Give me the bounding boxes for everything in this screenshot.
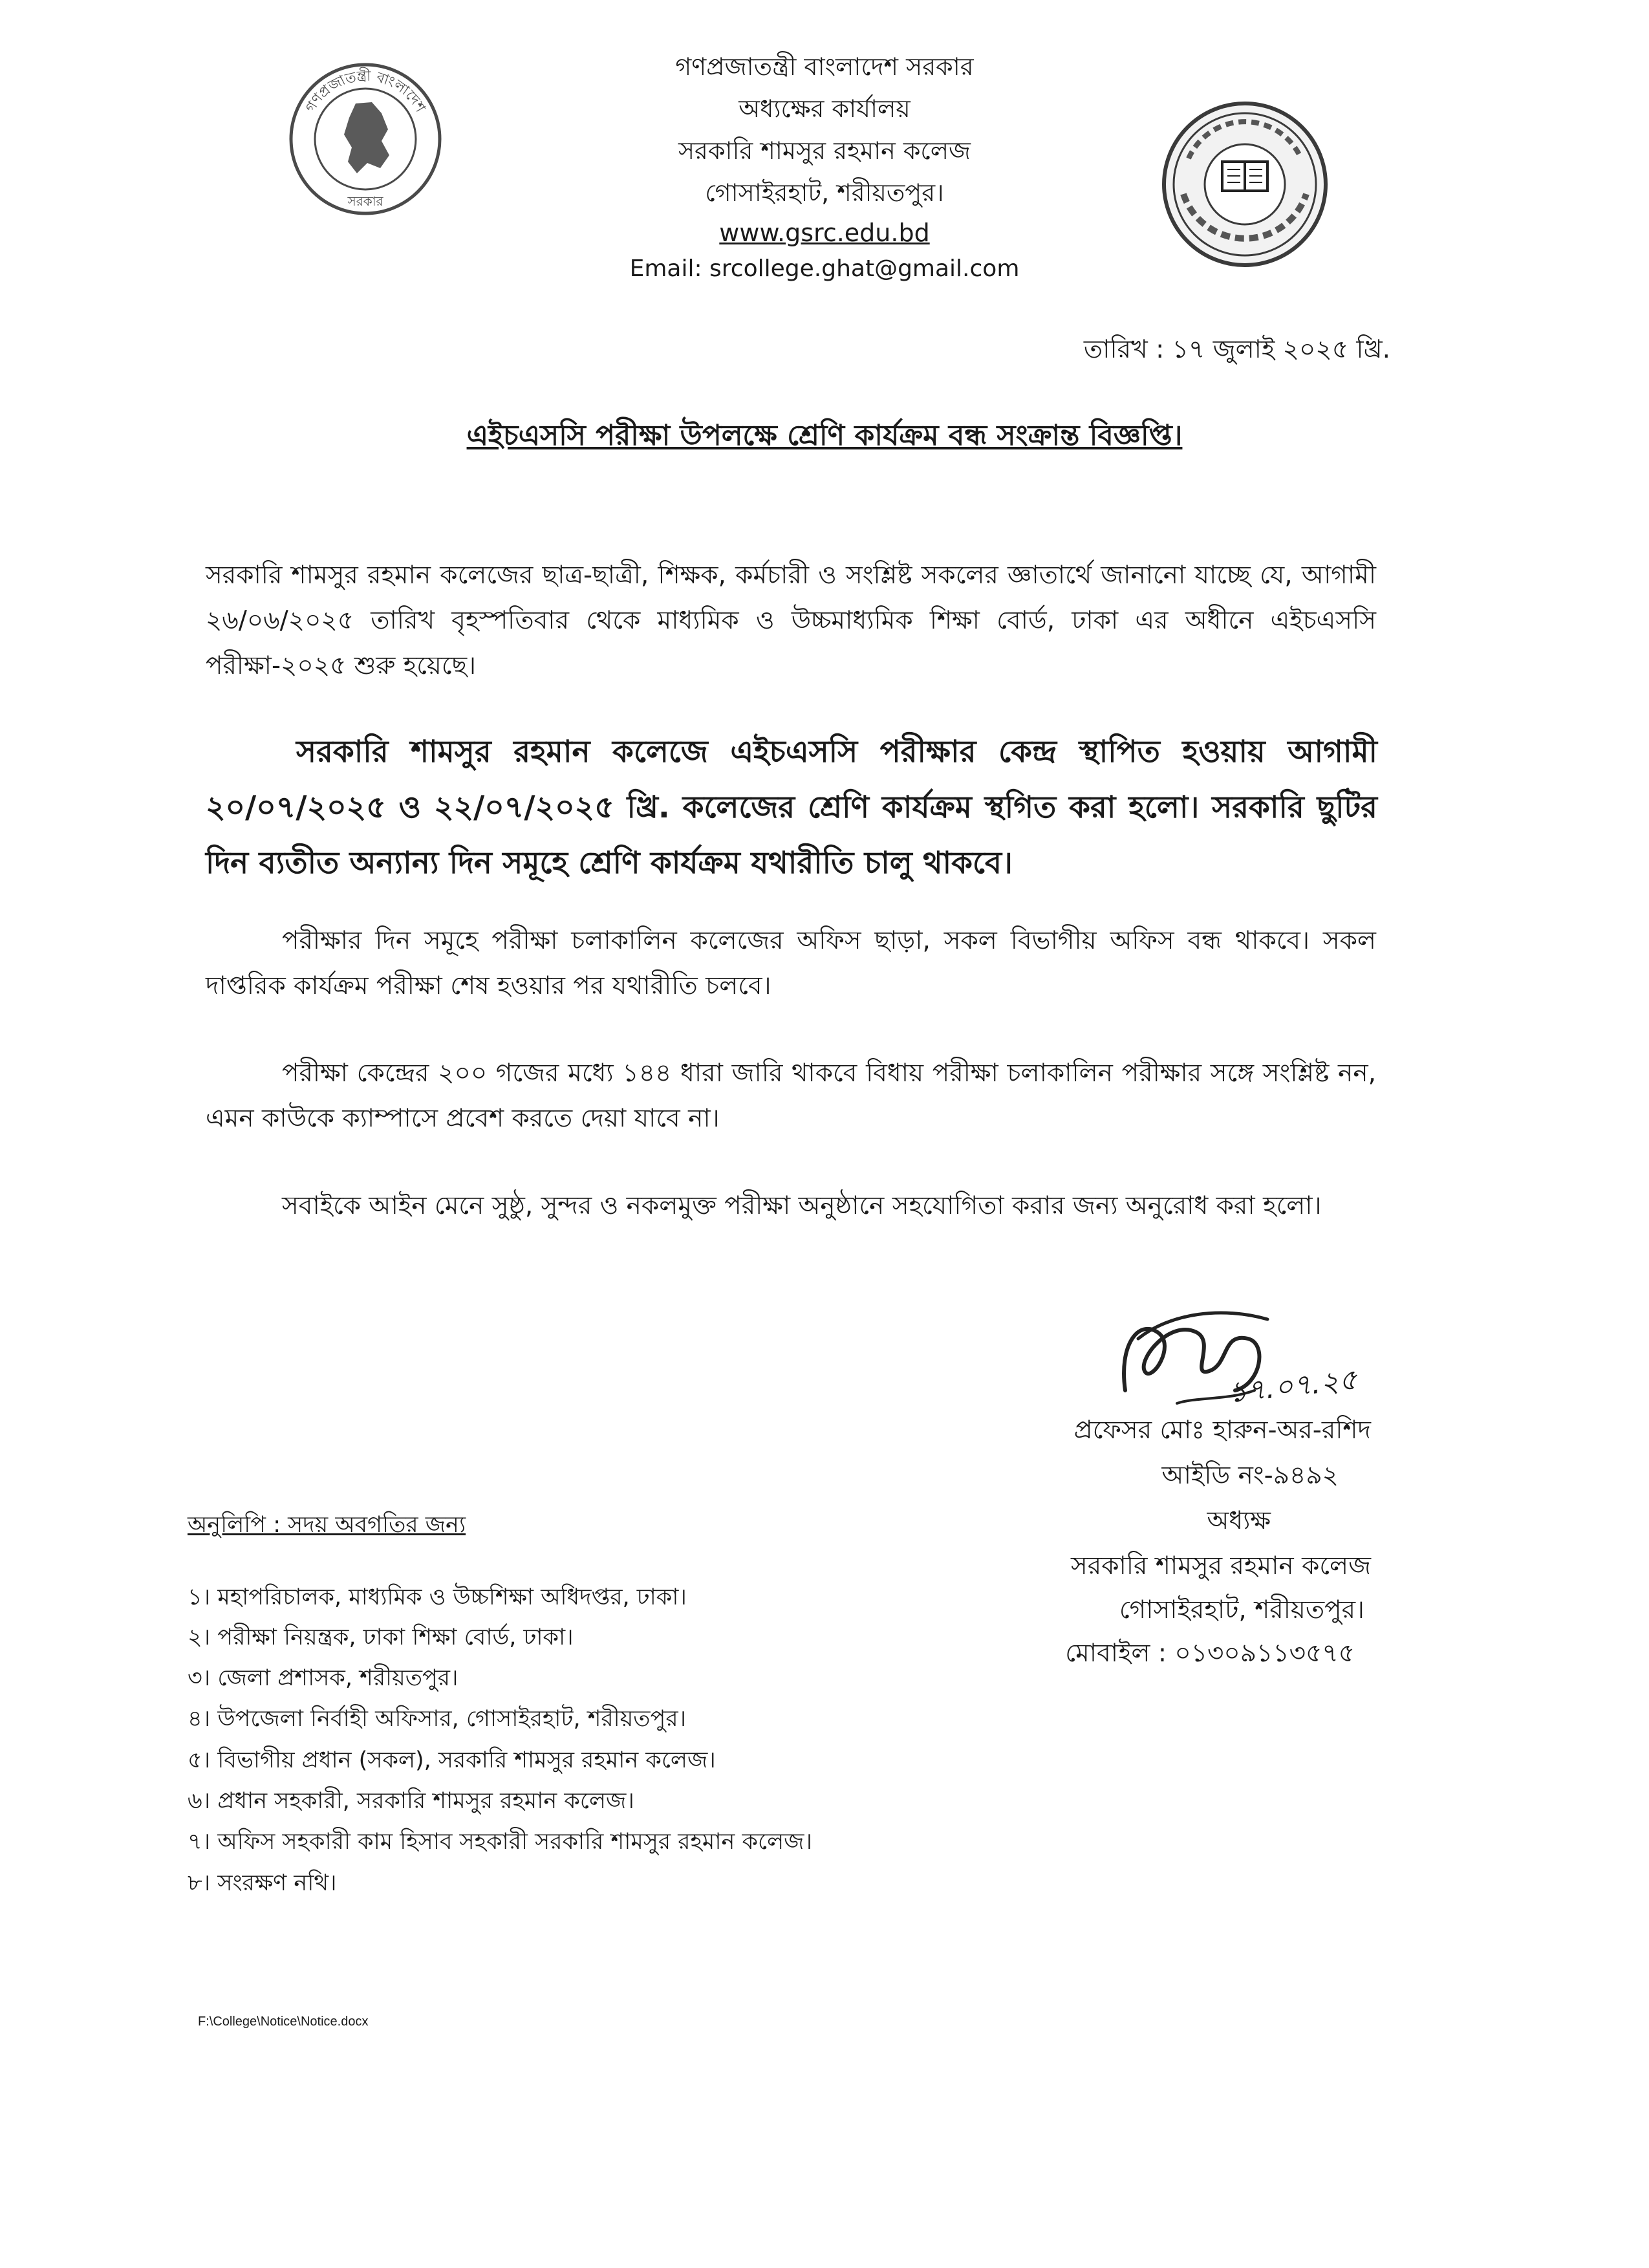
cc-title: অনুলিপি : সদয় অবগতির জন্য: [188, 1512, 466, 1538]
body-paragraph-4: পরীক্ষা কেন্দ্রের ২০০ গজের মধ্যে ১৪৪ ধারা জারি থাকবে বিধায় পরীক্ষা চলাকালিন পরীক্ষার সঙ্গে সংশ্লিষ্ট নন, এমন কাউকে ক্যাম্পাসে প্রবেশ করতে দেয়া যাবে না।: [206, 1059, 1376, 1133]
header-office: অধ্যক্ষের কার্যালয়: [738, 94, 911, 123]
header-location: গোসাইরহাট, শরীয়তপুর।: [705, 178, 944, 207]
cc-list-item: ৫। বিভাগীয় প্রধান (সকল), সরকারি শামসুর রহমান কলেজ।: [188, 1747, 716, 1773]
cc-list-item: ৭। অফিস সহকারী কাম হিসাব সহকারী সরকারি শামসুর রহমান কলেজ।: [188, 1829, 812, 1855]
svg-text:সরকার: সরকার: [347, 193, 383, 209]
signatory-id: আইডি নং-৯৪৯২: [1161, 1461, 1339, 1490]
svg-text:গণপ্রজাতন্ত্রী বাংলাদেশ: গণপ্রজাতন্ত্রী বাংলাদেশ: [302, 68, 429, 116]
signatory-designation: অধ্যক্ষ: [1207, 1506, 1271, 1535]
cc-list-item: ৮। সংরক্ষণ নথি।: [188, 1870, 337, 1896]
body-paragraph-5: সবাইকে আইন মেনে সুষ্ঠু, সুন্দর ও নকলমুক্ত পরীক্ষা অনুষ্ঠানে সহযোগিতা করার জন্য অনুরোধ করা হলো।: [282, 1191, 1322, 1220]
body-paragraph-3: পরীক্ষার দিন সমূহে পরীক্ষা চলাকালিন কলেজের অফিস ছাড়া, সকল বিভাগীয় অফিস বন্ধ থাকবে। সকল দাপ্তরিক কার্যক্রম পরীক্ষা শেষ হওয়ার পর যথারীতি চলবে।: [206, 926, 1376, 1000]
footer-filepath: F:\College\Notice\Notice.docx: [198, 2014, 369, 2029]
header-email: Email: srcollege.ghat@gmail.com: [629, 255, 1020, 282]
college-book-seal-icon: [1158, 97, 1332, 272]
handwritten-signature-date: ১৭.০৭.২৫: [1227, 1363, 1359, 1410]
body-paragraph-1: সরকারি শামসুর রহমান কলেজের ছাত্র-ছাত্রী, শিক্ষক, কর্মচারী ও সংশ্লিষ্ট সকলের জ্ঞাতার্থে জানানো যাচ্ছে যে, আগামী ২৬/০৬/২০২৫ তারিখ বৃহস্পতিবার থেকে মাধ্যমিক ও উচ্চমাধ্যমিক শিক্ষা বোর্ড, ঢাকা এর অধীনে এইচএসসি পরীক্ষা-২০২৫ শুরু হয়েছে।: [206, 561, 1376, 680]
header-website-link[interactable]: www.gsrc.edu.bd: [719, 219, 930, 247]
header-government: গণপ্রজাতন্ত্রী বাংলাদেশ সরকার: [675, 52, 974, 81]
notice-subject: এইচএসসি পরীক্ষা উপলক্ষে শ্রেণি কার্যক্রম বন্ধ সংক্রান্ত বিজ্ঞপ্তি।: [466, 419, 1183, 452]
cc-list-item: ৪। উপজেলা নির্বাহী অফিসার, গোসাইরহাট, শরীয়তপুর।: [188, 1706, 687, 1732]
body-paragraph-2-bold: সরকারি শামসুর রহমান কলেজে এইচএসসি পরীক্ষার কেন্দ্র স্থাপিত হওয়ায় আগামী ২০/০৭/২০২৫ ও ২২/০৭/২০২৫ খ্রি. কলেজের শ্রেণি কার্যক্রম স্থগিত করা হলো। সরকারি ছুটির দিন ব্যতীত অন্যান্য দিন সমূহে শ্রেণি কার্যক্রম যথারীতি চালু থাকবে।: [206, 734, 1377, 881]
signatory-college: সরকারি শামসুর রহমান কলেজ: [1071, 1551, 1371, 1581]
bangladesh-government-seal-icon: [285, 58, 446, 220]
cc-list-item: ৩। জেলা প্রশাসক, শরীয়তপুর।: [188, 1665, 458, 1691]
notice-date: তারিখ : ১৭ জুলাই ২০২৫ খ্রি.: [1083, 335, 1390, 364]
cc-list-item: ২। পরীক্ষা নিয়ন্ত্রক, ঢাকা শিক্ষা বোর্ড, ঢাকা।: [188, 1625, 574, 1650]
cc-list-item: ৬। প্রধান সহকারী, সরকারি শামসুর রহমান কলেজ।: [188, 1788, 634, 1814]
signatory-location: গোসাইরহাট, শরীয়তপুর।: [1119, 1595, 1364, 1625]
signatory-name: প্রফেসর মোঃ হারুন-অর-রশিদ: [1073, 1416, 1371, 1445]
header-college: সরকারি শামসুর রহমান কলেজ: [678, 136, 971, 165]
cc-list-item: ১। মহাপরিচালক, মাধ্যমিক ও উচ্চশিক্ষা অধিদপ্তর, ঢাকা।: [188, 1584, 687, 1610]
signatory-mobile: মোবাইল : ০১৩০৯১১৩৫৭৫: [1065, 1639, 1355, 1668]
